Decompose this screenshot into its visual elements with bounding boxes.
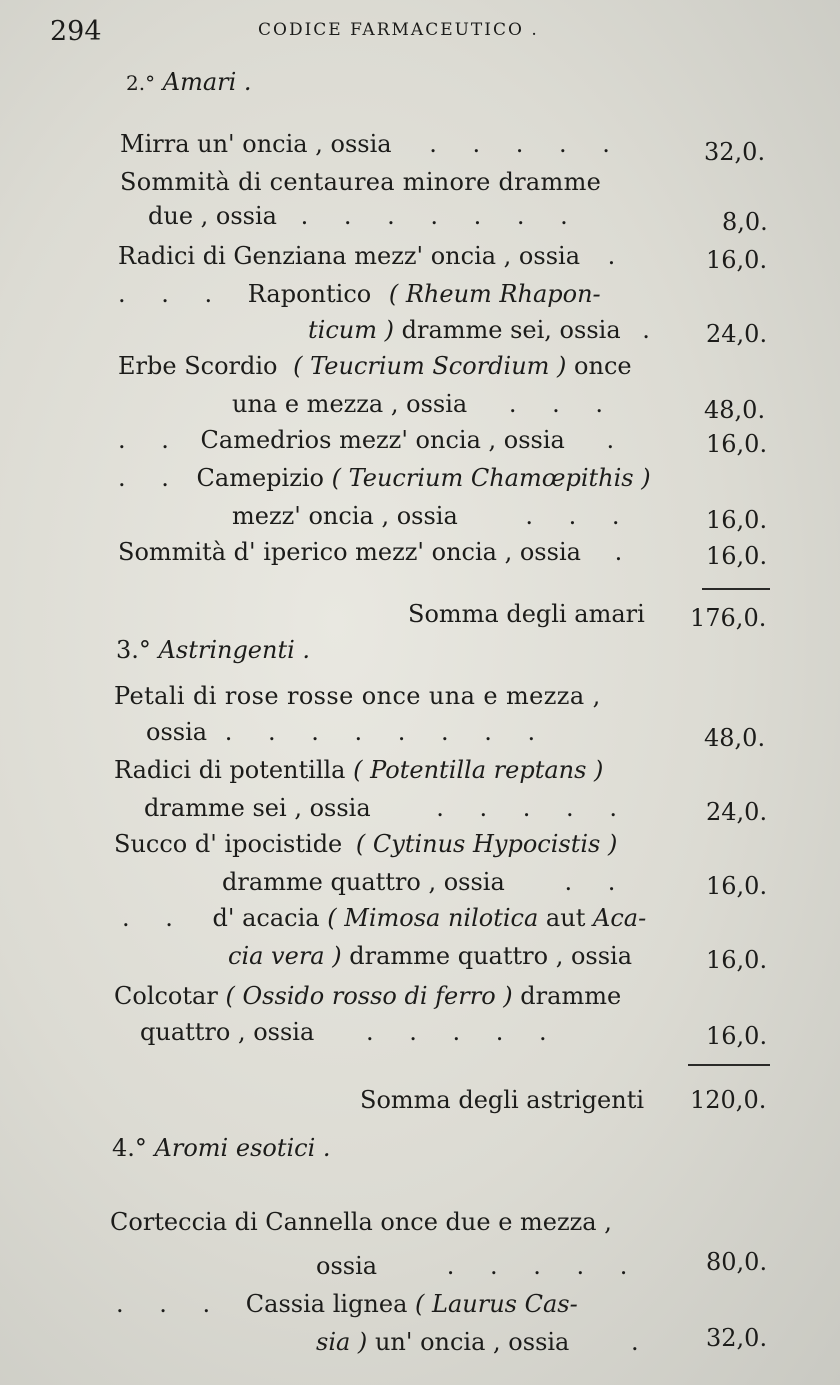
list-item: Mirra un' oncia , ossia . . . . .	[120, 130, 624, 158]
amount: 16,0.	[706, 542, 768, 570]
list-item: Succo d' ipocistide ( Cytinus Hypocistis )	[114, 830, 618, 858]
amount: 48,0.	[704, 724, 766, 752]
list-item: . . . Cassia lignea ( Laurus Cas-	[116, 1290, 578, 1318]
list-item: Sommità di centaurea minore dramme	[120, 168, 602, 196]
list-item-cont: dramme quattro , ossia . .	[222, 868, 630, 896]
list-item: . . Camedrios mezz' oncia , ossia .	[118, 426, 615, 454]
total-rule	[702, 588, 770, 590]
list-item: Colcotar ( Ossido rosso di ferro ) dramme	[114, 982, 622, 1010]
total-label: Somma degli amari	[408, 600, 645, 628]
section-heading-astringenti: 3.° Astringenti .	[116, 636, 311, 664]
amount: 16,0.	[706, 1022, 768, 1050]
amount: 24,0.	[706, 320, 768, 348]
list-item-cont: quattro , ossia . . . . .	[140, 1018, 561, 1046]
list-item: Sommità d' iperico mezz' oncia , ossia .	[118, 538, 623, 566]
total-rule	[688, 1064, 770, 1066]
page-number: 294	[50, 16, 102, 47]
list-item-cont: sia ) un' oncia , ossia .	[316, 1328, 639, 1356]
amount: 16,0.	[706, 506, 768, 534]
amount: 80,0.	[706, 1248, 768, 1276]
list-item-cont: una e mezza , ossia . . .	[232, 390, 617, 418]
section-heading-aromi: 4.° Aromi esotici .	[112, 1134, 331, 1162]
list-item-cont: cia vera ) dramme quattro , ossia	[228, 942, 633, 970]
amount: 32,0.	[706, 1324, 768, 1352]
list-item: Radici di potentilla ( Potentilla reptans )	[114, 756, 604, 784]
amount: 16,0.	[706, 946, 768, 974]
list-item-cont: dramme sei , ossia . . . . .	[144, 794, 631, 822]
amount: 8,0.	[722, 208, 768, 236]
amount: 32,0.	[704, 138, 766, 166]
amount: 16,0.	[706, 430, 768, 458]
list-item-cont: ticum ) dramme sei, ossia .	[308, 316, 650, 344]
total-amount: 176,0.	[690, 604, 767, 632]
running-head: CODICE FARMACEUTICO .	[258, 20, 539, 40]
amount: 16,0.	[706, 872, 768, 900]
list-item-cont: ossia . . . . .	[316, 1252, 642, 1280]
amount: 16,0.	[706, 246, 768, 274]
list-item: . . Camepizio ( Teucrium Chamœpithis )	[118, 464, 651, 492]
list-item-cont: due , ossia . . . . . . .	[148, 202, 582, 230]
list-item: Corteccia di Cannella once due e mezza ,	[110, 1208, 612, 1236]
total-amount: 120,0.	[690, 1086, 767, 1114]
list-item: . . d' acacia ( Mimosa nilotica aut Aca-	[122, 904, 647, 932]
list-item-cont: mezz' oncia , ossia . . .	[232, 502, 634, 530]
amount: 24,0.	[706, 798, 768, 826]
section-heading-amari: 2.° Amari .	[126, 68, 252, 96]
list-item: Petali di rose rosse once una e mezza ,	[114, 682, 601, 710]
list-item: Erbe Scordio ( Teucrium Scordium ) once	[118, 352, 632, 380]
total-label: Somma degli astrigenti	[360, 1086, 645, 1114]
list-item: Radici di Genziana mezz' oncia , ossia .	[118, 242, 616, 270]
list-item: . . . Rapontico ( Rheum Rhapon-	[118, 280, 601, 308]
list-item-cont: ossia . . . . . . . .	[146, 718, 550, 746]
amount: 48,0.	[704, 396, 766, 424]
